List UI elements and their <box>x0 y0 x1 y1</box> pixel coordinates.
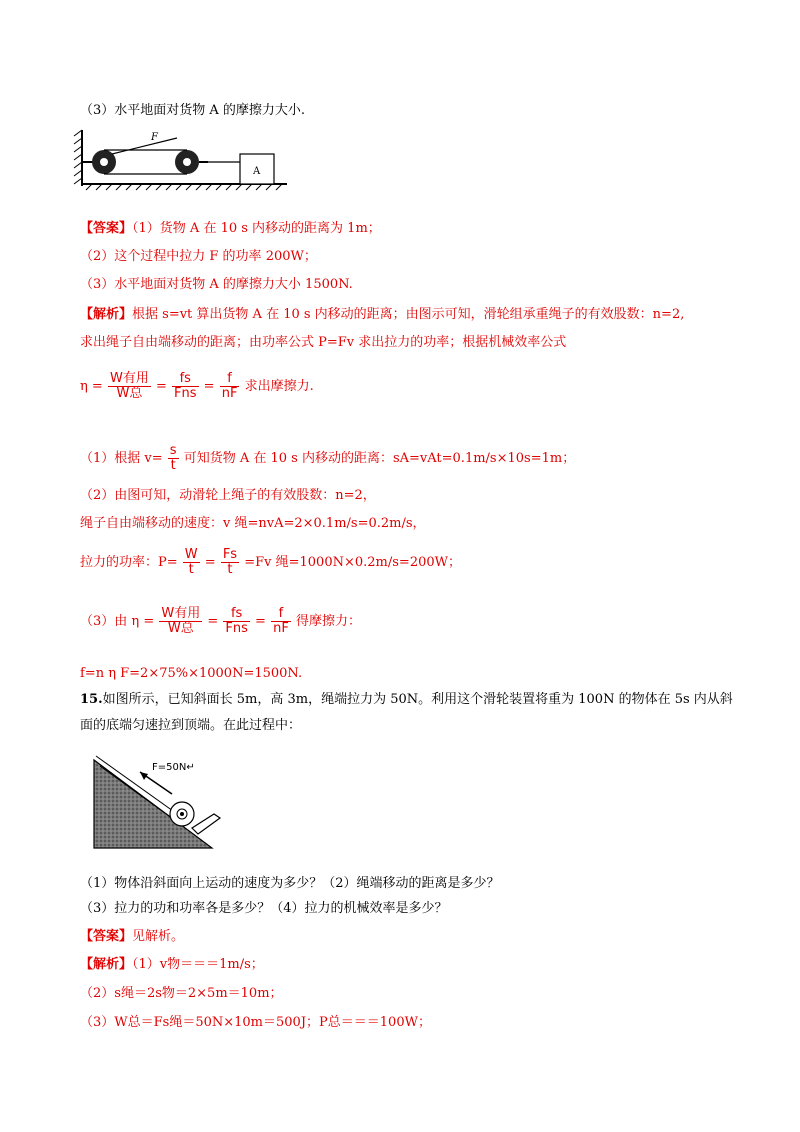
fraction-w-over-t: $\frac{W}{t}$ <box>184 547 198 577</box>
fraction-w-useful-over-w-total: $\frac{\text{W有用}}{\text{W总}}$ <box>109 371 149 401</box>
analysis-1-line-1 <box>80 306 684 324</box>
fraction-s-over-t: $\frac{s}{t}$ <box>169 443 177 473</box>
incline-pulley-figure <box>92 752 232 852</box>
fraction-fs-over-fns: $\frac{fs}{\text{Fns}}$ <box>174 371 197 401</box>
analysis-part-2-speed: 绳子自由端移动的速度：v 绳=nvA=2×0.1m/s=0.2m/s， <box>80 516 426 531</box>
answer-1-line-1 <box>80 220 381 238</box>
question-15-sub-1: （1）物体沿斜面向上运动的速度为多少？（2）绳端移动的距离是多少？ <box>80 876 500 891</box>
eta-prefix: η = <box>80 379 103 394</box>
answer-tag-2: 【答案】 <box>80 929 133 944</box>
answer-2-text: 见解析。 <box>132 929 185 944</box>
analysis-2-line-2: （2）s绳＝2s物＝2×5m＝10m； <box>80 986 283 1001</box>
analysis-1-text-1: 根据 s=vt 算出货物 A 在 10 s 内移动的距离；由图示可知，滑轮组承重绳子的有效股数：n=2, <box>132 307 685 322</box>
question-15-line-2: 面的底端匀速拉到顶端。在此过程中： <box>80 718 302 733</box>
answer-1-line-3: （3）水平地面对货物 A 的摩擦力大小 1500N. <box>80 277 353 292</box>
fraction-w-useful-over-w-total-2: $\frac{\text{W有用}}{\text{W总}}$ <box>161 606 201 636</box>
analysis-part-3: （3）由 η = $\frac{\text{W有用}}{\text{W总}}$ = $\frac{fs}{\text{Fns}}$ = $\frac{f}{nF}$ 得摩擦力： <box>80 606 361 636</box>
fraction-fs-over-fns-2: $\frac{fs}{\text{Fns}}$ <box>225 606 248 636</box>
analysis-part-2-power: 拉力的功率：P= $\frac{W}{t}$ = $\frac{Fs}{t}$ =Fv 绳=1000N×0.2m/s=200W； <box>80 547 461 577</box>
analysis-2-line-1 <box>80 956 264 974</box>
eta-suffix: 求出摩擦力. <box>244 379 314 394</box>
analysis-part-3-result: f=n η F=2×75%×1000N=1500N. <box>80 666 303 681</box>
block-a-label: A <box>253 166 261 177</box>
fraction-f-over-nf: $\frac{f}{nF}$ <box>221 371 238 401</box>
efficiency-formula: η = $\frac{\text{W有用}}{\text{W总}}$ = $\frac{fs}{\text{Fns}}$ = $\frac{f}{nF}$ 求出摩擦力. <box>80 371 314 401</box>
fraction-fs-over-t: $\frac{Fs}{t}$ <box>222 547 238 577</box>
force-50n-label: F=50N↵ <box>152 762 195 773</box>
fraction-f-over-nf-2: $\frac{f}{nF}$ <box>273 606 289 636</box>
question-15-sub-2: （3）拉力的功和功率各是多少？（4）拉力的机械效率是多少？ <box>80 901 448 916</box>
analysis-part-1: （1）根据 v= $\frac{s}{t}$ 可知货物 A 在 10 s 内移动的距离：sA=vAt=0.1m/s×10s=1m； <box>80 443 576 473</box>
analysis-1-line-2: 求出绳子自由端移动的距离；由功率公式 P=Fv 求出拉力的功率；根据机械效率公式 <box>80 335 567 350</box>
analysis-2-text-1: （1）v物＝＝＝1m/s； <box>132 957 264 972</box>
analysis-tag: 【解析】 <box>80 307 133 322</box>
question-number: 15. <box>80 692 103 707</box>
analysis-tag-2: 【解析】 <box>80 957 133 972</box>
answer-1-line-2: （2）这个过程中拉力 F 的功率 200W； <box>80 249 317 264</box>
answer-tag: 【答案】 <box>80 221 133 236</box>
force-f-label: F <box>151 132 158 143</box>
answer-1-text-1: （1）货物 A 在 10 s 内移动的距离为 1m； <box>132 221 381 236</box>
analysis-2-line-3: （3）W总＝Fs绳＝50N×10m＝500J；P总＝＝＝100W； <box>80 1015 431 1030</box>
analysis-part-2: （2）由图可知，动滑轮上绳子的有效股数：n=2， <box>80 488 376 503</box>
answer-2 <box>80 928 184 946</box>
question-14-part-3: （3）水平地面对货物 A 的摩擦力大小. <box>80 103 306 118</box>
pulley-system-figure <box>72 126 292 192</box>
question-15-line-1: 15.如图所示，已知斜面长 5m，高 3m，绳端拉力为 50N。利用这个滑轮装置将重为 100N 的物体在 5s 内从斜 <box>80 692 733 707</box>
